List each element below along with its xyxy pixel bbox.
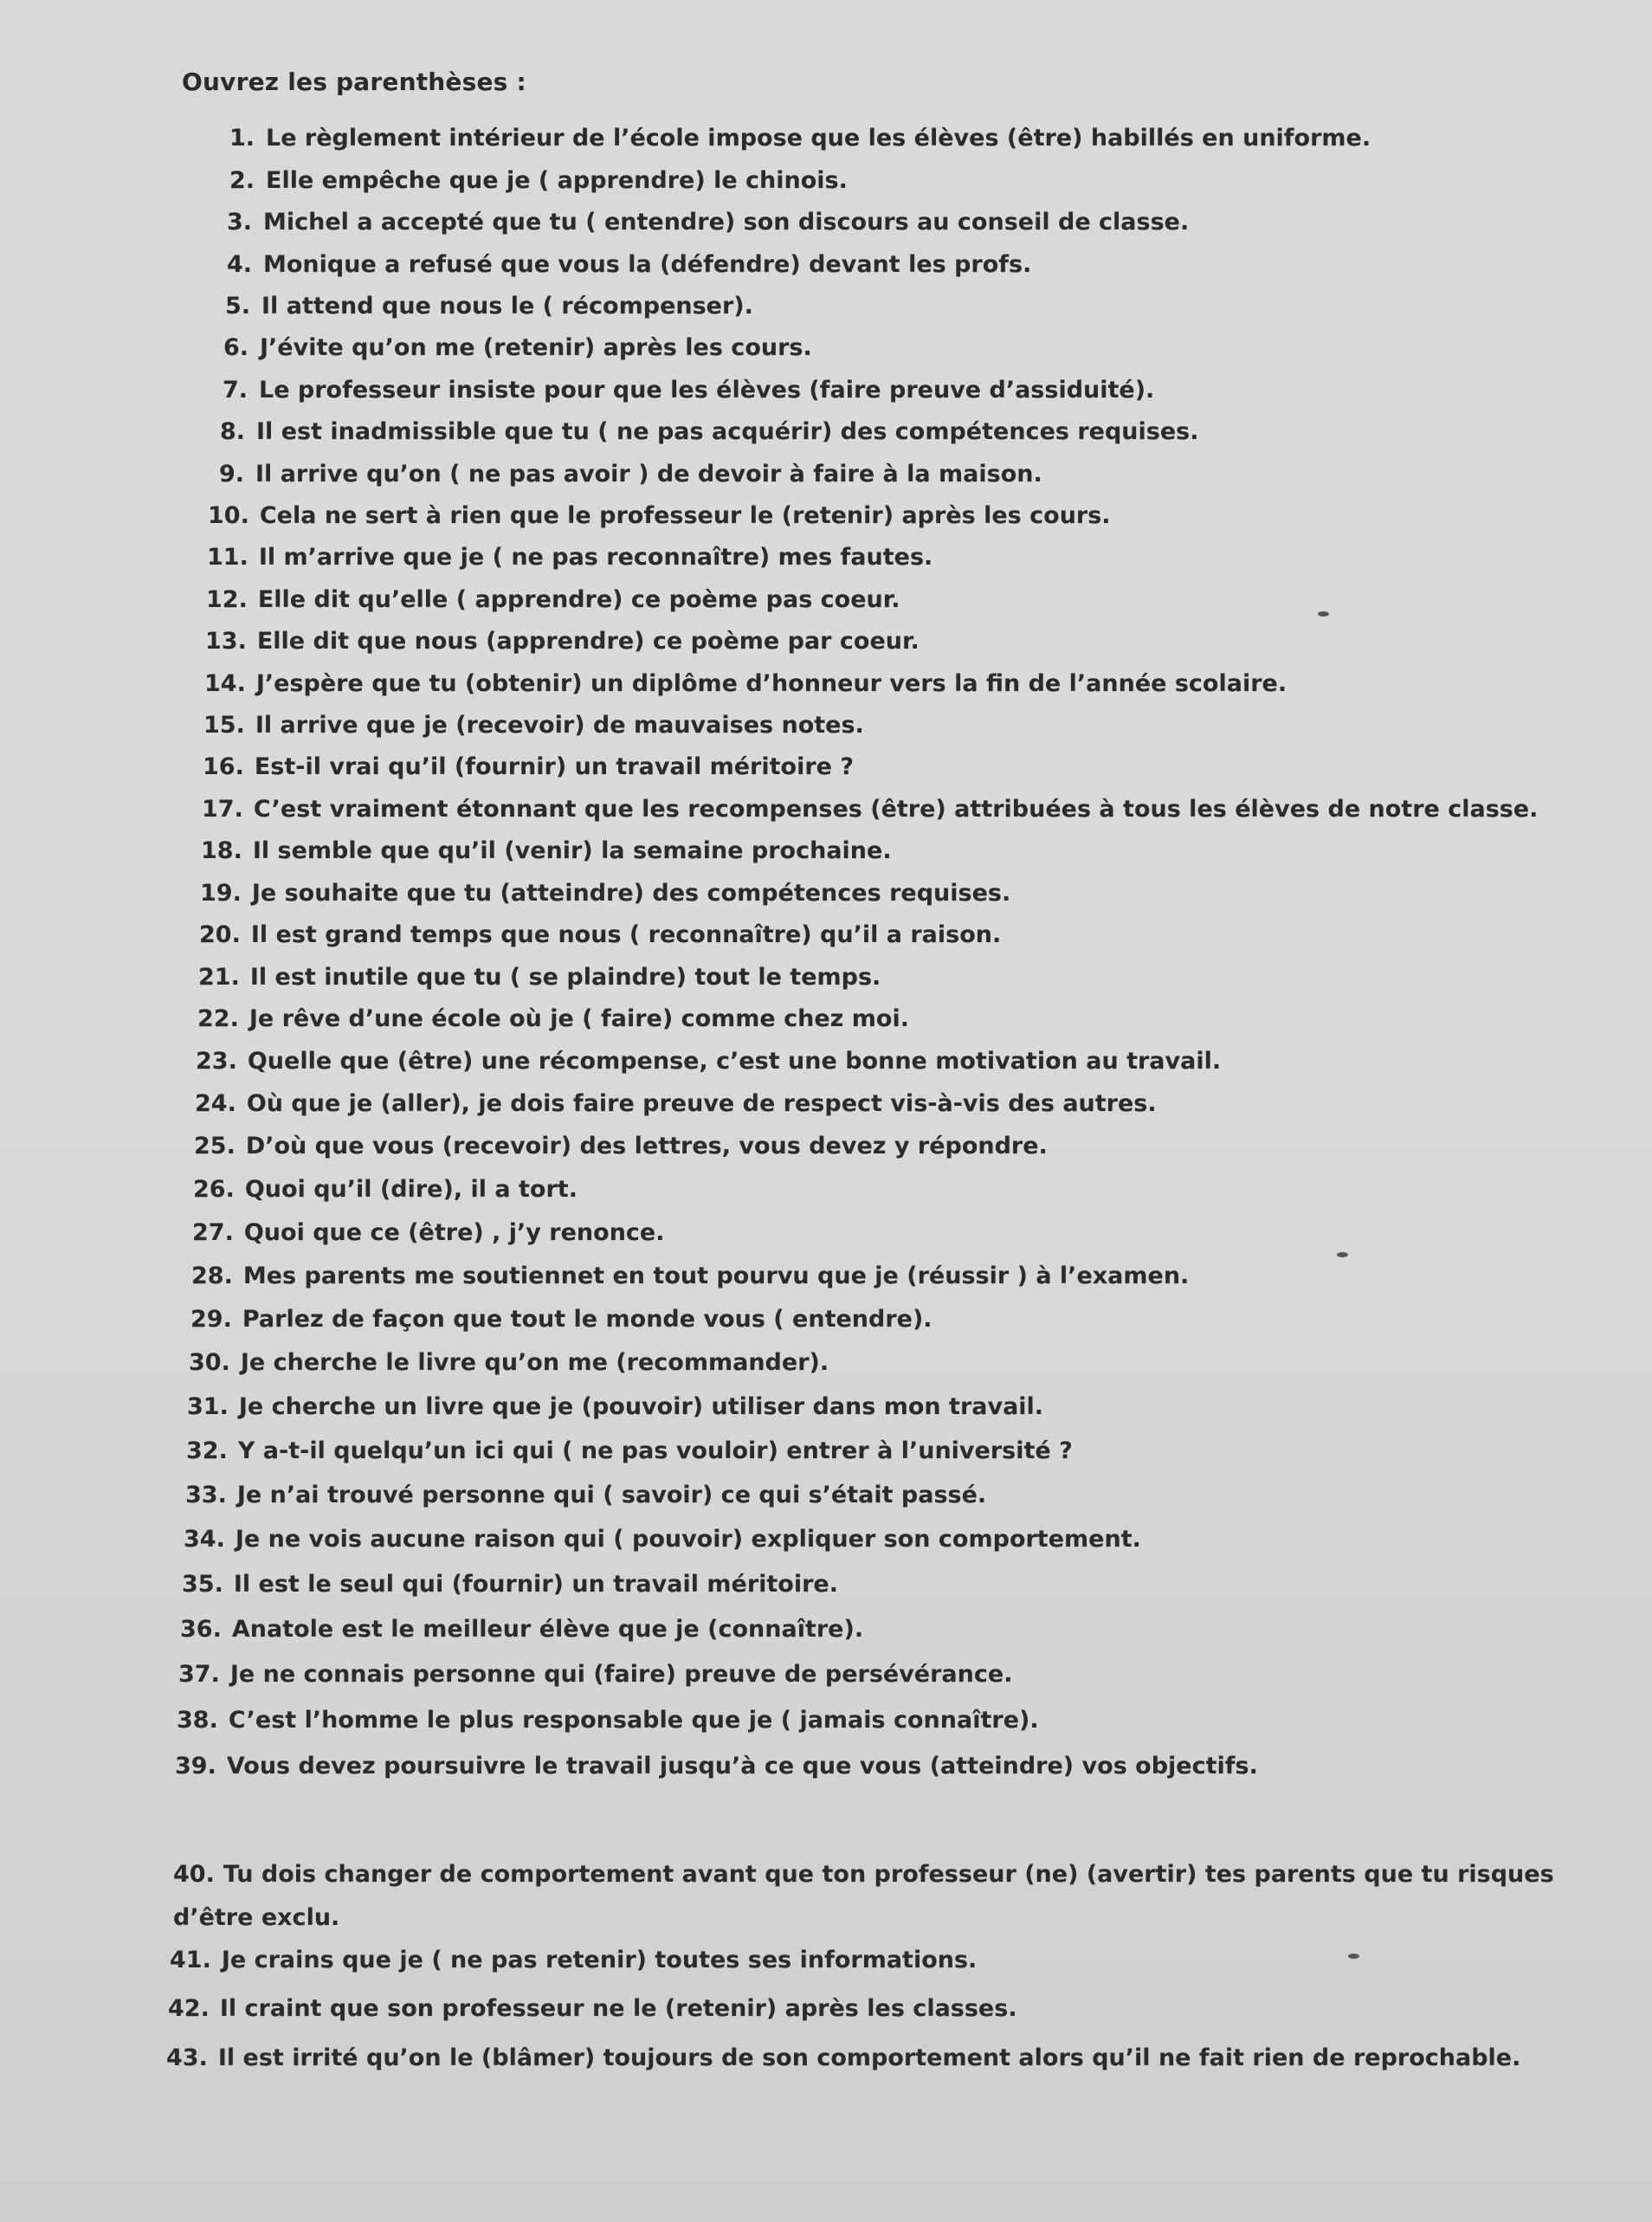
item-number: 17. [202, 796, 243, 823]
item-number: 19. [200, 880, 242, 907]
item-text: Je crains que je ( ne pas retenir) toutes ses informations. [221, 1947, 978, 1973]
exercise-item [227, 209, 1189, 236]
exercise-item [192, 1219, 665, 1247]
item-number: 2. [229, 167, 255, 194]
exercise-item [190, 1306, 932, 1334]
exercise-item [202, 796, 1538, 824]
item-number: 8. [220, 418, 246, 445]
item-number: 28. [191, 1263, 233, 1289]
item-text: Je rêve d’une école où je ( faire) comme chez moi. [248, 1005, 909, 1032]
item-text: Elle empêche que je ( apprendre) le chinois. [266, 167, 848, 194]
item-text: Quoi que ce (être) , j’y renonce. [243, 1219, 665, 1246]
item-text: C’est l’homme le plus responsable que je ( jamais connaître). [228, 1707, 1039, 1734]
item-text: Vous devez poursuivre le travail jusqu’à ce que vous (atteindre) vos objectifs. [226, 1753, 1258, 1780]
exercise-item [200, 880, 1010, 908]
exercise-item [185, 1482, 986, 1509]
item-text: Quelle que (être) une récompense, c’est une bonne motivation au travail. [247, 1048, 1222, 1075]
item-text: Il attend que nous le ( récompenser). [261, 293, 753, 320]
exercise-item [201, 837, 892, 865]
item-number: 31. [187, 1393, 229, 1420]
item-text: Il est le seul qui (fournir) un travail méritoire. [233, 1571, 838, 1598]
item-text: Il m’arrive que je ( ne pas reconnaître) mes fautes. [258, 544, 933, 571]
exercise-item [203, 712, 864, 740]
item-number: 1. [229, 125, 255, 152]
item-number: 43. [166, 2044, 208, 2071]
item-text: Il semble que qu’il (venir) la semaine prochaine. [252, 837, 892, 864]
item-text: Il craint que son professeur ne le (retenir) après les classes. [219, 1995, 1017, 2022]
item-number: 15. [203, 712, 245, 739]
item-text: Je souhaite que tu (atteindre) des compétences requises. [251, 880, 1011, 907]
item-number: 25. [194, 1133, 236, 1159]
item-number: 18. [201, 837, 242, 864]
item-number: 36. [180, 1616, 222, 1643]
exercise-item [219, 461, 1042, 488]
item-text: Y a-t-il quelqu’un ici qui ( ne pas vouloir) entrer à l’université ? [237, 1437, 1073, 1464]
item-text: Je ne connais personne qui (faire) preuve de persévérance. [229, 1661, 1013, 1688]
item-number: 42. [168, 1995, 210, 2022]
exercise-item [182, 1571, 838, 1599]
exercise-item [168, 1995, 1017, 2023]
item-number: 40. [173, 1861, 215, 1888]
exercise-item [203, 753, 854, 781]
exercise-item [208, 502, 1111, 530]
exercise-item [187, 1393, 1043, 1421]
item-number: 34. [184, 1526, 225, 1553]
item-text: Où que je (aller), je dois faire preuve de respect vis-à-vis des autres. [246, 1090, 1157, 1117]
ink-speck [1337, 1252, 1348, 1257]
exercise-item [196, 1048, 1221, 1075]
item-text: D’où que vous (recevoir) des lettres, vous devez y répondre. [245, 1133, 1048, 1159]
item-text: C’est vraiment étonnant que les recompenses (être) attribuées à tous les élèves de notre classe. [253, 796, 1539, 823]
item-text: Cela ne sert à rien que le professeur le (retenir) après les cours. [259, 502, 1111, 529]
item-number: 3. [227, 209, 253, 236]
item-text: Le règlement intérieur de l’école impose que les élèves (être) habillés en uniforme. [266, 125, 1371, 152]
exercise-item [189, 1349, 829, 1377]
item-number: 14. [204, 670, 246, 697]
item-number: 33. [185, 1482, 227, 1508]
item-number: 13. [205, 628, 247, 655]
exercise-item [220, 418, 1199, 446]
exercise-item [177, 1707, 1039, 1734]
exercise-item [207, 544, 932, 572]
exercise-item [173, 1853, 1584, 1940]
item-text: J’espère que tu (obtenir) un diplôme d’honneur vers la fin de l’année scolaire. [255, 670, 1287, 697]
item-text: Le professeur insiste pour que les élèves (faire preuve d’assiduité). [259, 377, 1155, 404]
item-number: 11. [207, 544, 248, 571]
exercise-item [193, 1176, 578, 1204]
exercise-item [205, 628, 920, 656]
item-text: Quoi qu’il (dire), il a tort. [244, 1176, 578, 1203]
exercise-item [227, 251, 1031, 279]
item-number: 4. [227, 251, 253, 278]
item-number: 21. [198, 964, 240, 991]
item-text: J’évite qu’on me (retenir) après les cours. [260, 334, 812, 361]
item-text: Est-il vrai qu’il (fournir) un travail méritoire ? [254, 753, 855, 780]
exercise-item [178, 1661, 1012, 1689]
item-number: 23. [196, 1048, 237, 1075]
exercise-item [206, 586, 900, 614]
item-text: Il est irrité qu’on le (blâmer) toujours de son comportement alors qu’il ne fait rien de reprochable. [217, 2044, 1521, 2071]
item-text: Elle dit que nous (apprendre) ce poème par coeur. [256, 628, 920, 655]
item-number: 6. [223, 334, 249, 361]
exercise-item [223, 377, 1154, 404]
item-text: Il est grand temps que nous ( reconnaître) qu’il a raison. [250, 921, 1002, 948]
item-text: Je n’ai trouvé personne qui ( savoir) ce qui s’était passé. [236, 1482, 987, 1508]
ink-speck [1348, 1954, 1359, 1959]
exercise-item [198, 964, 881, 992]
page-title: Ouvrez les parenthèses : [182, 68, 526, 96]
item-number: 16. [203, 753, 244, 780]
item-number: 10. [208, 502, 249, 529]
exercise-item [197, 1005, 909, 1033]
item-number: 5. [225, 293, 251, 320]
item-number: 20. [199, 921, 241, 948]
item-text: Mes parents me soutiennet en tout pourvu que je (réussir ) à l’examen. [242, 1263, 1190, 1289]
item-text: Il arrive que je (recevoir) de mauvaises notes. [255, 712, 864, 739]
item-number: 12. [206, 586, 248, 613]
item-text: Anatole est le meilleur élève que je (connaître). [231, 1616, 864, 1643]
exercise-item [186, 1437, 1073, 1465]
item-text: Elle dit qu’elle ( apprendre) ce poème pas coeur. [257, 586, 900, 613]
ink-speck [1318, 611, 1329, 617]
item-number: 30. [189, 1349, 230, 1376]
exercise-item [194, 1133, 1048, 1160]
item-number: 7. [223, 377, 248, 404]
exercise-item [191, 1263, 1189, 1290]
item-text: Michel a accepté que tu ( entendre) son discours au conseil de classe. [263, 209, 1190, 236]
item-text: Parlez de façon que tout le monde vous ( entendre). [242, 1306, 932, 1333]
item-number: 24. [195, 1090, 236, 1117]
exercise-item [223, 334, 812, 362]
exercise-item [204, 670, 1287, 698]
item-number: 37. [178, 1661, 220, 1688]
item-number: 27. [192, 1219, 234, 1246]
exercise-item [195, 1090, 1157, 1118]
exercise-item [229, 167, 848, 195]
item-number: 22. [197, 1005, 239, 1032]
item-text: Je cherche le livre qu’on me (recommander). [240, 1349, 829, 1376]
item-number: 39. [175, 1753, 216, 1780]
exercise-item [184, 1526, 1141, 1553]
item-number: 35. [182, 1571, 223, 1598]
exercise-item [199, 921, 1001, 949]
item-number: 38. [177, 1707, 218, 1734]
item-text: Je ne vois aucune raison qui ( pouvoir) expliquer son comportement. [235, 1526, 1141, 1553]
item-text: Il est inutile que tu ( se plaindre) tout le temps. [249, 964, 881, 991]
item-number: 41. [170, 1947, 211, 1973]
item-text: Tu dois changer de comportement avant que ton professeur (ne) (avertir) tes parents que tu risques d’être exclu. [173, 1861, 1554, 1931]
item-text: Il est inadmissible que tu ( ne pas acquérir) des compétences requises. [256, 418, 1199, 445]
item-text: Il arrive qu’on ( ne pas avoir ) de devoir à faire à la maison. [255, 461, 1042, 488]
item-number: 9. [219, 461, 245, 488]
item-number: 26. [193, 1176, 235, 1203]
exercise-item [175, 1753, 1258, 1780]
item-number: 29. [190, 1306, 232, 1333]
exercise-item [180, 1616, 863, 1644]
item-text: Je cherche un livre que je (pouvoir) utiliser dans mon travail. [238, 1393, 1044, 1420]
item-text: Monique a refusé que vous la (défendre) devant les profs. [263, 251, 1032, 278]
exercise-item [225, 293, 753, 320]
exercise-item [229, 125, 1371, 152]
exercise-item [170, 1947, 977, 1974]
exercise-item [166, 2044, 1520, 2072]
item-number: 32. [186, 1437, 228, 1464]
